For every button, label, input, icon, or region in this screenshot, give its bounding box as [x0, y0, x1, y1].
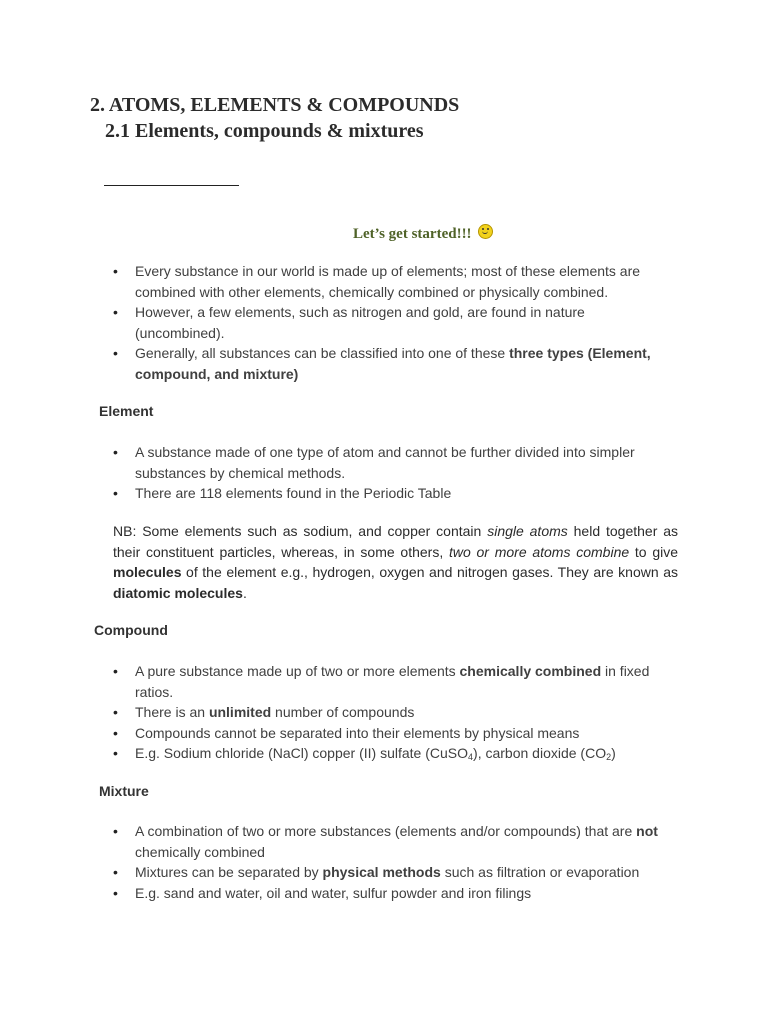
element-list [113, 442, 653, 504]
list-item: • A combination of two or more substances (elements and/or compounds) that are not chemically combined [113, 821, 678, 862]
compound-heading: Compound [94, 622, 168, 638]
list-item: • Compounds cannot be separated into their elements by physical means [113, 723, 673, 744]
mixture-heading: Mixture [99, 783, 149, 799]
list-item: • There are 118 elements found in the Periodic Table [113, 483, 653, 504]
intro-banner [353, 224, 493, 243]
list-item: • E.g. Sodium chloride (NaCl) copper (II) sulfate (CuSO$_4$), carbon dioxide $(CO_2)$ [113, 743, 673, 768]
list-item: • A substance made of one type of atom and cannot be further divided into simpler substances by chemical methods. [113, 442, 653, 483]
compound-list [113, 661, 673, 768]
mixture-list [113, 821, 678, 903]
list-item: • There is an unlimited number of compounds [113, 702, 673, 723]
list-item: • A pure substance made up of two or more elements chemically combined in fixed ratios. [113, 661, 673, 702]
smiley-icon [478, 224, 493, 239]
section-title: 2.1 Elements, compounds & mixtures [105, 120, 424, 142]
intro-list [113, 261, 678, 385]
list-item: • However, a few elements, such as nitrogen and gold, are found in nature (uncombined). [113, 302, 678, 343]
intro-banner-text: Let’s get started!!! [353, 226, 472, 242]
heading-divider [104, 185, 239, 186]
list-item: • E.g. sand and water, oil and water, sulfur powder and iron filings [113, 883, 678, 904]
list-item: • Generally, all substances can be classified into one of these three types (Element, compound, and mixture) [113, 343, 678, 384]
nb-paragraph: NB: Some elements such as sodium, and copper contain single atoms held together as their constituent particles, whereas, in some others, two or more atoms combine to give molecules of the element e.g., hydrogen, oxygen and nitrogen gases. They are known as diatomic molecules. [113, 523, 679, 601]
list-item: • Mixtures can be separated by physical methods such as filtration or evaporation [113, 862, 678, 883]
list-item: • Every substance in our world is made up of elements; most of these elements are combined with other elements, chemically combined or physically combined. [113, 261, 678, 302]
element-heading: Element [99, 403, 154, 419]
chapter-title: 2. ATOMS, ELEMENTS & COMPOUNDS [90, 94, 460, 116]
